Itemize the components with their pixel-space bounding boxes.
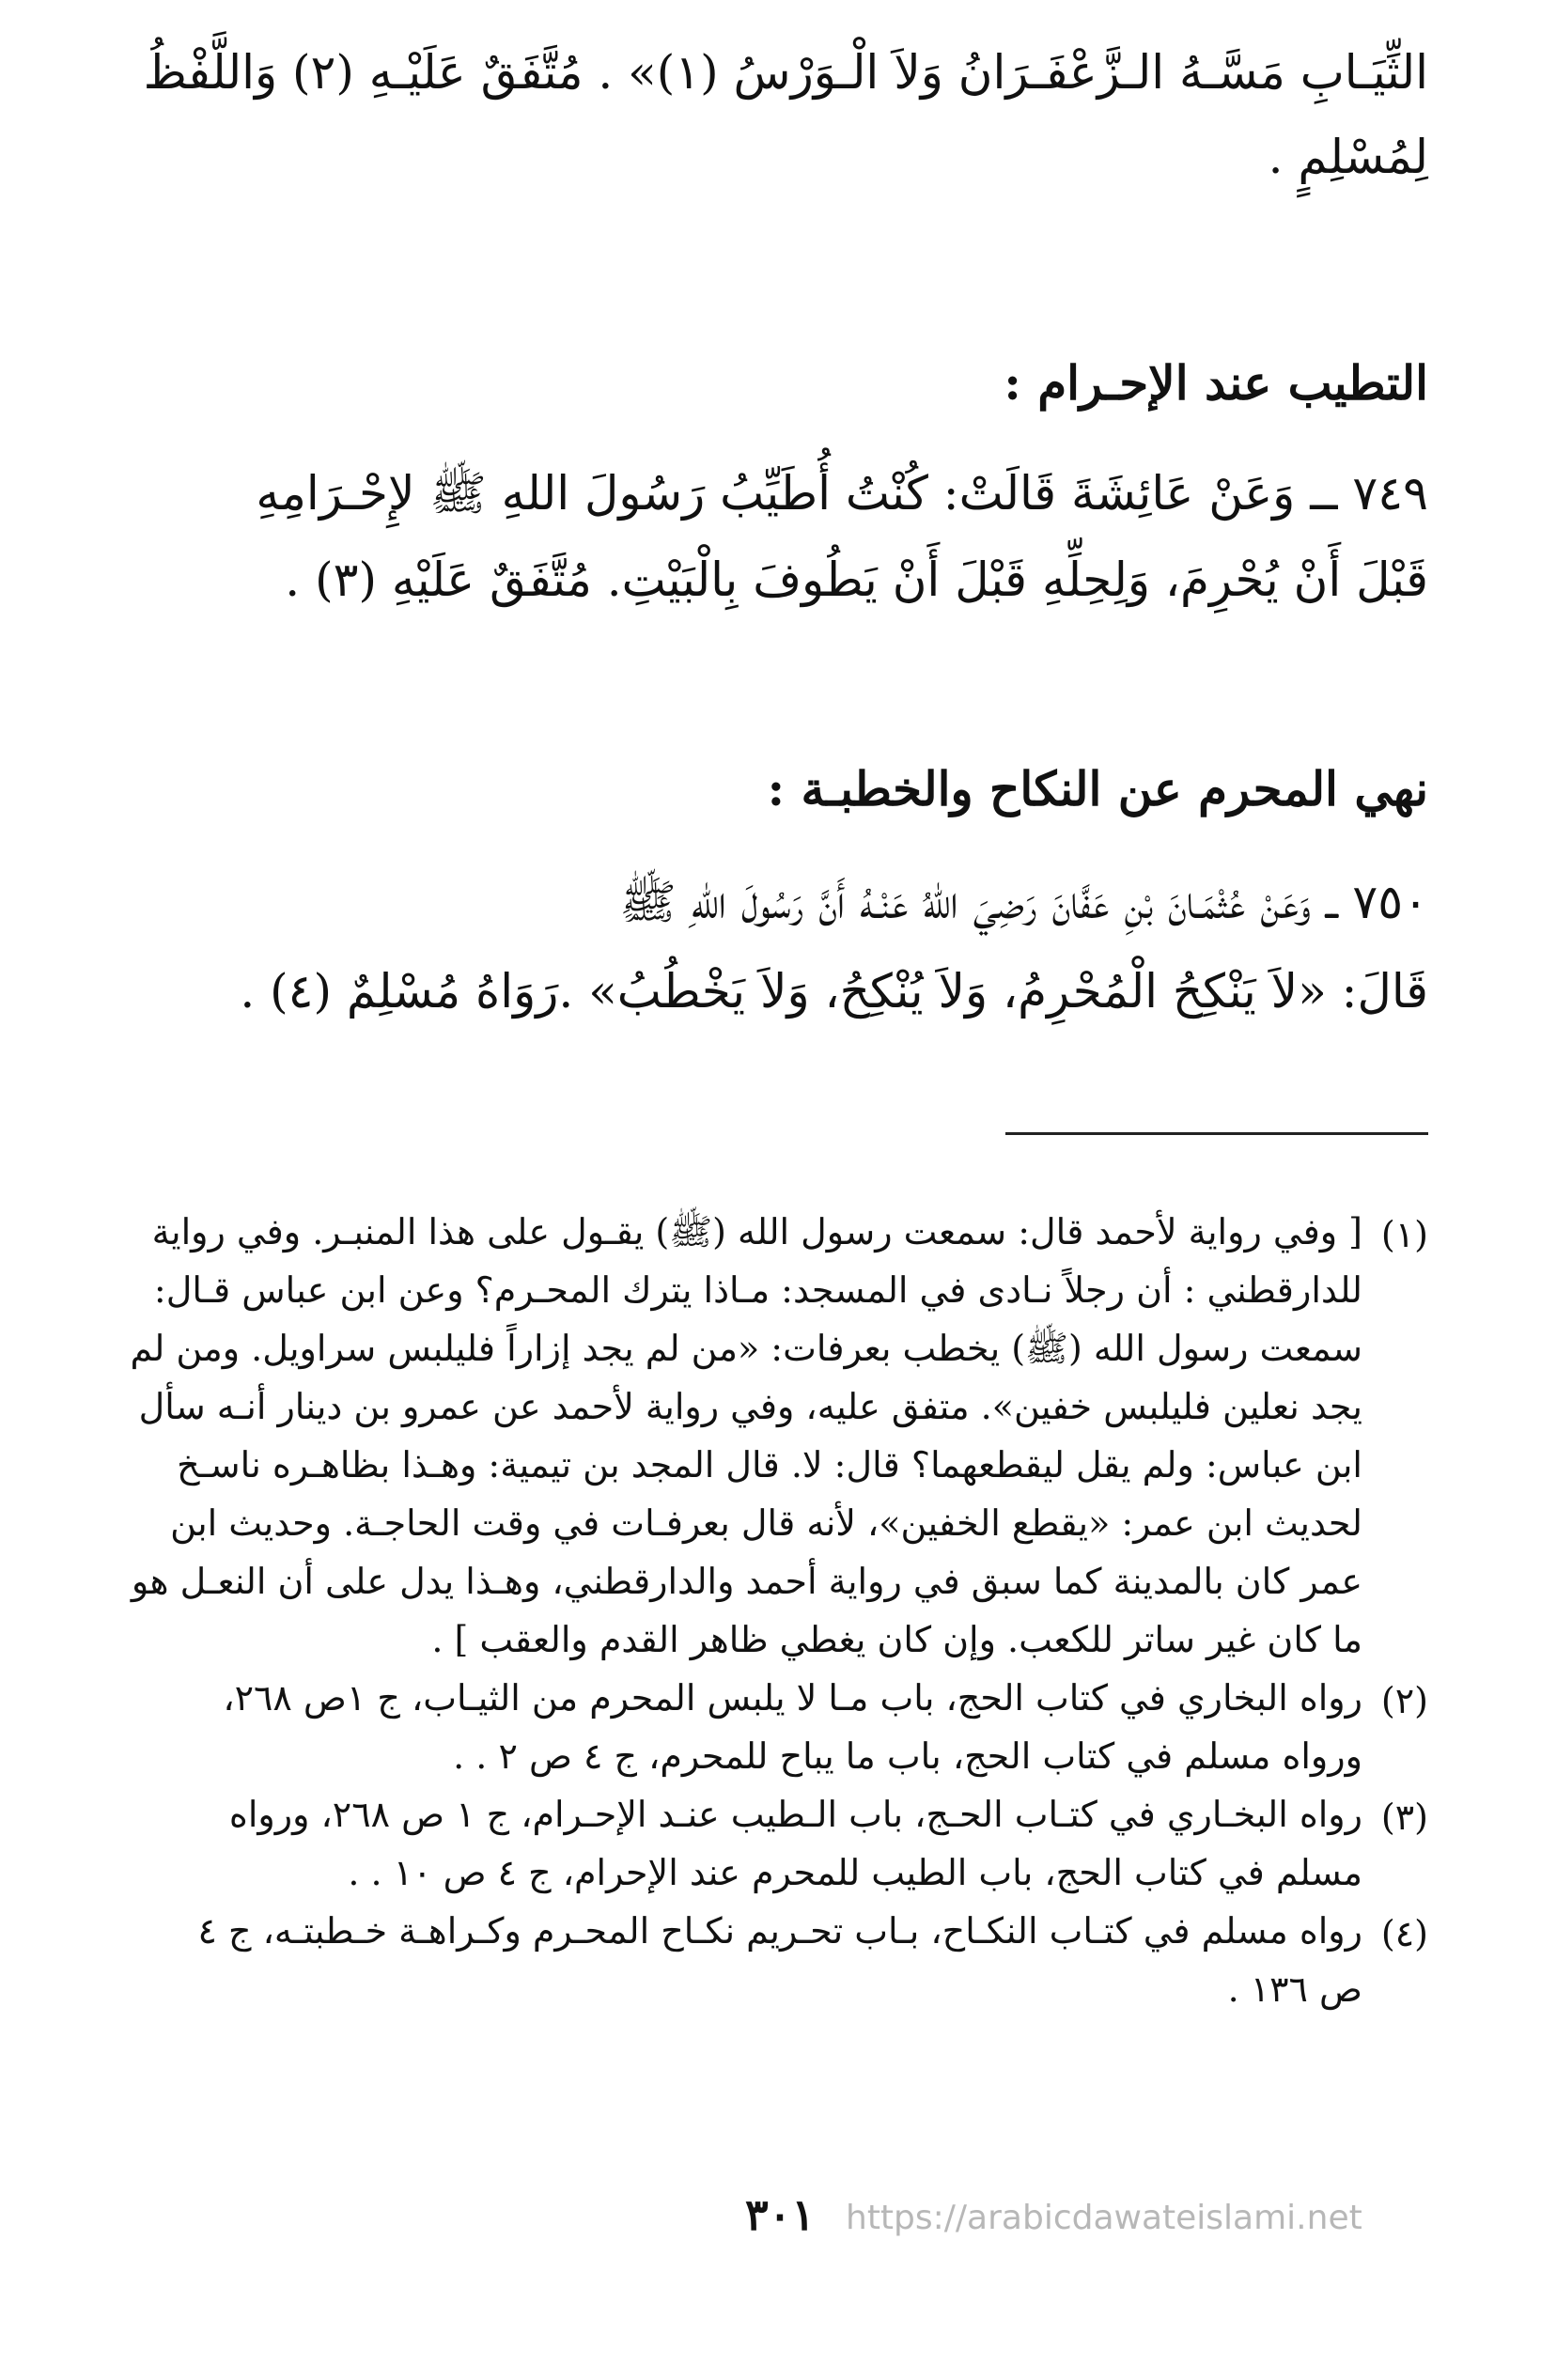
footnote-line: لحديث ابن عمر: «يقطع الخفين»، لأنه قال بعرفـات في وقت الحاجـة. وحديث ابن [170,1502,1362,1544]
footnote-line: [ وفي رواية لأحمد قال: سمعت رسول الله (ﷺ) يقـول على هذا المنبـر. وفي رواية [151,1211,1362,1252]
hadith-750 [127,875,1428,1019]
footnote-line: ابن عباس: ولم يقل ليقطعهما؟ قال: لا. قال المجد بن تيمية: وهـذا بظاهـره ناسـخ [177,1444,1362,1486]
footnote-line: عمر كان بالمدينة كما سبق في رواية أحمد والدارقطني، وهـذا يدل على أن النعـل هو [131,1561,1362,1602]
footnote-4 [127,1910,1428,2010]
footnote-marker: (٢) [1380,1680,1428,1721]
footnote-line: ص ١٣٦ . [1227,1968,1362,2010]
footnote-line: رواه البخـاري في كتـاب الحـج، باب الـطيب عنـد الإحـرام، ج ١ ص ٢٦٨، ورواه [228,1794,1362,1835]
footnote-line: ورواه مسلم في كتاب الحج، باب ما يباح للمحرم، ج ٤ ص ٢ . . [453,1735,1362,1777]
footnote-line: ما كان غير ساتر للكعب. وإن كان يغطي ظاهر القدم والعقب ] . [431,1619,1362,1660]
intro-line-1: الثِّيَـابِ مَسَّـهُ الـزَّعْفَـرَانُ وَلاَ الْـوَرْسُ (١)» . مُتَّفَقٌ عَلَيْـهِ (٢) وَاللَّفْظُ [143,45,1428,100]
hadith-749 [127,466,1428,607]
section-marriage [127,761,1428,817]
hadith-749-line-1: ٧٤٩ ــ وَعَنْ عَائِشَةَ قَالَتْ: كُنْتُ أُطَيِّبُ رَسُولَ اللهِ ﷺ لإِحْـرَامِهِ [256,466,1428,521]
hadith-750-line-2: قَالَ: «لاَ يَنْكِحُ الْمُحْرِمُ، وَلاَ يُنْكِحُ، وَلاَ يَخْطُبُ» .رَوَاهُ مُسْلِمٌ (٤) . [240,964,1428,1019]
hadith-750-line-1: ٧٥٠ ــ وَعَنْ عُثْمَـانَ بْنِ عَفَّانَ رَضِيَ اللهُ عَنْـهُ أَنَّ رَسُولَ اللهِ ﷺ [619,875,1428,929]
page-number: ٣٠١ [744,2189,816,2240]
hadith-749-line-2: قَبْلَ أَنْ يُحْرِمَ، وَلِحِلِّهِ قَبْلَ أَنْ يَطُوفَ بِالْبَيْتِ. مُتَّفَقٌ عَلَيْهِ (٣) . [285,552,1428,607]
footnotes [127,1211,1428,2010]
footnote-divider [1005,1132,1428,1135]
watermark-url: https://arabicdawateislami.net [846,2199,1362,2237]
intro-text [127,45,1428,184]
footnote-line: يجد نعلين فليلبس خفين». متفق عليه، وفي رواية لأحمد عن عمرو بن دينار أنـه سأل [138,1386,1362,1427]
footnote-line: رواه البخاري في كتاب الحج، باب مـا لا يلبس المحرم من الثيـاب، ج ١ص ٢٦٨، [223,1677,1362,1719]
section-heading: نهي المحرم عن النكاح والخطبـة : [767,761,1428,817]
section-perfume [127,355,1428,411]
footnote-marker: (١) [1380,1214,1428,1255]
section-heading: التطيب عند الإحـرام : [1004,355,1428,411]
footnote-line: مسلم في كتاب الحج، باب الطيب للمحرم عند الإحرام، ج ٤ ص ١٠ . . [348,1852,1362,1893]
footnote-2 [127,1677,1428,1777]
footnote-line: رواه مسلم في كتـاب النكـاح، بـاب تحـريم نكـاح المحـرم وكـراهـة خـطبتـه، ج ٤ [197,1910,1362,1952]
footnote-line: للدارقطني : أن رجلاً نـادى في المسجد: مـاذا يترك المحـرم؟ وعن ابن عباس قـال: [153,1269,1362,1311]
footnote-marker: (٤) [1380,1913,1428,1954]
intro-line-2: لِمُسْلِمٍ . [1268,130,1428,184]
footnote-3 [127,1794,1428,1893]
footnote-1 [127,1211,1428,1660]
footnote-marker: (٣) [1380,1797,1428,1838]
footnote-line: سمعت رسول الله (ﷺ) يخطب بعرفات: «من لم يجد إزاراً فليلبس سراويل. ومن لم [130,1328,1362,1369]
